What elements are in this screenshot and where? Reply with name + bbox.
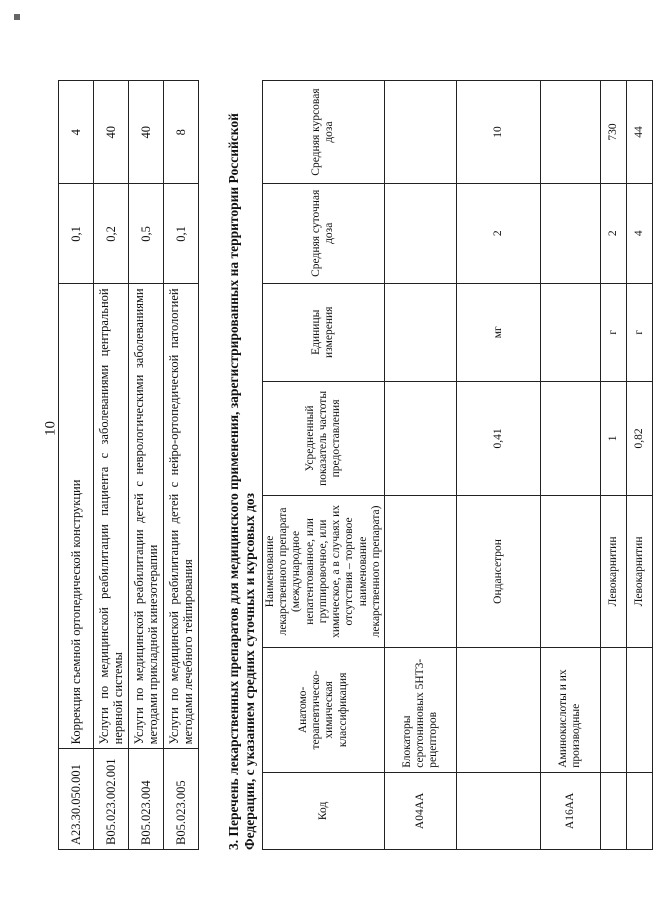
cell-code: A04AA <box>384 772 456 849</box>
cell-frequency <box>384 382 456 496</box>
cell-code: A16AA <box>540 772 600 849</box>
service-multiplicity: 40 <box>129 81 164 185</box>
header-unit: Единицы измерения <box>263 283 385 382</box>
service-frequency: 0,1 <box>59 184 94 284</box>
cell-daily-dose: 2 <box>600 184 626 283</box>
service-code: A23.30.050.001 <box>59 749 94 850</box>
table-row <box>164 81 199 850</box>
cell-code <box>456 772 540 849</box>
cell-daily-dose <box>384 184 456 283</box>
cell-code <box>600 772 626 849</box>
header-drug-name: Наименование лекарственного препарата (международное непатентованное, или группировочное, или химическое, а в случаях их отсутствия – торговое наименование лекарственного препарата) <box>263 495 385 647</box>
table-header-row <box>263 81 385 850</box>
cell-daily-dose: 4 <box>626 184 652 283</box>
cell-unit: г <box>600 283 626 382</box>
cell-unit: мг <box>456 283 540 382</box>
cell-drug <box>384 495 456 647</box>
cell-unit: г <box>626 283 652 382</box>
cell-course-dose: 10 <box>456 81 540 184</box>
service-name: Услуги по медицинской реабилитации детей с неврологическими заболеваниями методами прикладной кинезотерапии <box>129 284 164 749</box>
service-multiplicity: 4 <box>59 81 94 185</box>
service-frequency: 0,1 <box>164 184 199 284</box>
table-row <box>456 81 540 850</box>
service-frequency: 0,5 <box>129 184 164 284</box>
cell-course-dose <box>540 81 600 184</box>
table-row <box>626 81 652 850</box>
service-code: B05.023.002.001 <box>94 749 129 850</box>
cell-daily-dose: 2 <box>456 184 540 283</box>
table-row <box>384 81 456 850</box>
table-row <box>59 81 94 850</box>
cell-frequency: 1 <box>600 382 626 496</box>
table-row <box>129 81 164 850</box>
header-daily-dose: Средняя суточная доза <box>263 184 385 283</box>
cell-atc: Аминокислоты и их производные <box>540 648 600 773</box>
cell-atc <box>456 648 540 773</box>
cell-course-dose <box>384 81 456 184</box>
service-name: Услуги по медицинской реабилитации детей с нейро-ортопедической патологией методами лечебного тейпирования <box>164 284 199 749</box>
cell-course-dose: 44 <box>626 81 652 184</box>
cell-unit <box>540 283 600 382</box>
table-row <box>600 81 626 850</box>
cell-atc: Блокаторы серотониновых 5НТ3-рецепторов <box>384 648 456 773</box>
scan-mark <box>14 14 20 20</box>
header-course-dose: Средняя курсовая доза <box>263 81 385 184</box>
cell-frequency <box>540 382 600 496</box>
service-frequency: 0,2 <box>94 184 129 284</box>
table-row <box>540 81 600 850</box>
service-multiplicity: 8 <box>164 81 199 185</box>
cell-frequency: 0,41 <box>456 382 540 496</box>
cell-drug <box>540 495 600 647</box>
cell-unit <box>384 283 456 382</box>
cell-code <box>626 772 652 849</box>
section-heading: 3. Перечень лекарственных препаратов для медицинского применения, зарегистрированных на территории Российской Федерации, с указанием средних суточных и курсовых доз <box>226 113 258 850</box>
drug-table <box>262 80 653 850</box>
service-code: B05.023.004 <box>129 749 164 850</box>
table-row <box>94 81 129 850</box>
services-table <box>58 80 199 850</box>
header-code: Код <box>263 772 385 849</box>
service-name: Услуги по медицинской реабилитации пациента с заболеваниями центральной нервной системы <box>94 284 129 749</box>
header-frequency: Усредненный показатель частоты предоставления <box>263 382 385 496</box>
cell-atc <box>626 648 652 773</box>
page-number: 10 <box>42 421 59 436</box>
service-name: Коррекция съемной ортопедической конструкции <box>59 284 94 749</box>
service-code: B05.023.005 <box>164 749 199 850</box>
cell-course-dose: 730 <box>600 81 626 184</box>
header-atc: Анатомо-терапевтическо-химическая классификация <box>263 648 385 773</box>
cell-atc <box>600 648 626 773</box>
cell-frequency: 0,82 <box>626 382 652 496</box>
service-multiplicity: 40 <box>94 81 129 185</box>
cell-drug: Ондансетрон <box>456 495 540 647</box>
cell-daily-dose <box>540 184 600 283</box>
cell-drug: Левокарнитин <box>600 495 626 647</box>
cell-drug: Левокарнитин <box>626 495 652 647</box>
